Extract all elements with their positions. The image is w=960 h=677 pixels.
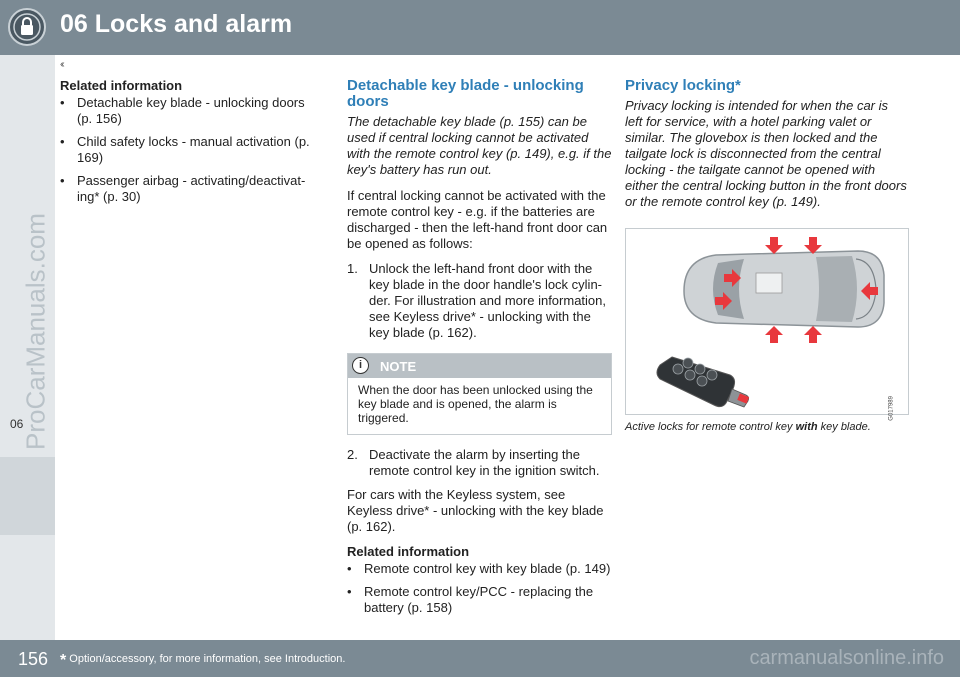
remote-key bbox=[657, 357, 749, 407]
list-item: • Remote control key with key blade (p. 149) bbox=[347, 561, 611, 576]
list-item: • Detachable key blade - unlocking doors (p. 156) bbox=[60, 95, 305, 126]
paragraph: If central locking cannot be activated with the remote control key - e.g. if the batteries are discharged - then the left-hand front door can be opened as follows: bbox=[347, 188, 608, 251]
footer-note: * Option/accessory, for more information, see Introduction. bbox=[60, 652, 346, 669]
page-header bbox=[0, 0, 960, 55]
step-text: Deactivate the alarm by inserting the remote control key in the ignition switch. bbox=[369, 447, 600, 478]
column-right bbox=[625, 78, 907, 434]
page-footer bbox=[0, 640, 960, 677]
list-item: • Child safety locks - manual activation (p. 169) bbox=[60, 134, 310, 165]
related-link[interactable]: Detachable key blade - unlocking doors (p. 156) bbox=[77, 95, 305, 126]
step-item bbox=[347, 447, 612, 479]
note-header bbox=[348, 354, 611, 378]
page-title: 06 Locks and alarm bbox=[60, 10, 293, 38]
section-lead: Privacy locking is intended for when the car is left for service, with a hotel parking valet or similar. The glovebox is then locked and the tailgate lock is disconnected from the central locking - the tailgate cannot be opened with either the central locking button in the front doors or the remote control key (p. 149). bbox=[625, 98, 907, 209]
chapter-number: 06 bbox=[10, 417, 24, 431]
arrow-icon bbox=[765, 326, 783, 343]
related-link[interactable]: Remote control key with key blade (p. 149) bbox=[364, 561, 611, 576]
note-title: NOTE bbox=[380, 359, 417, 374]
list-item: • Passenger airbag - activating/deactivat-ing* (p. 30) bbox=[60, 173, 306, 204]
arrow-icon bbox=[765, 237, 783, 254]
related-info-heading: Related information bbox=[347, 544, 470, 559]
related-link[interactable]: Remote control key/PCC - replacing the battery (p. 158) bbox=[364, 584, 594, 615]
info-icon: i bbox=[352, 357, 369, 374]
lock-icon bbox=[8, 8, 46, 46]
figure-caption: Active locks for remote control key with key blade. bbox=[625, 421, 871, 433]
column-left bbox=[60, 78, 315, 212]
related-link[interactable]: Child safety locks - manual activation (p. 169) bbox=[77, 134, 310, 165]
section-title: Privacy locking* bbox=[625, 77, 741, 94]
section-lead: The detachable key blade (p. 155) can be used if central locking cannot be activated with the remote control key (p. 149), e.g. if the key's battery has run out. bbox=[347, 114, 612, 177]
step-item bbox=[347, 261, 612, 341]
chapter-tab[interactable] bbox=[0, 457, 55, 535]
section-title: Detachable key blade - unlocking doors bbox=[347, 77, 584, 110]
previous-page-icon[interactable]: ‹‹ bbox=[60, 59, 63, 70]
side-watermark: ProCarManuals.com bbox=[20, 213, 51, 450]
list-item: • Remote control key/PCC - replacing the battery (p. 158) bbox=[347, 584, 594, 615]
column-middle bbox=[347, 78, 612, 623]
step-number: 1. bbox=[347, 261, 358, 276]
figure-code: G017989 bbox=[889, 396, 895, 421]
note-body: When the door has been unlocked using the key blade and is opened, the alarm is triggered. bbox=[358, 383, 593, 425]
page-number: 156 bbox=[18, 649, 49, 669]
car-top-view bbox=[684, 251, 884, 327]
paragraph: For cars with the Keyless system, see Keyless drive* - unlocking with the key blade (p. 162). bbox=[347, 487, 604, 534]
note-box bbox=[347, 353, 612, 435]
related-link[interactable]: Passenger airbag - activating/deactivat-ing* (p. 30) bbox=[77, 173, 306, 204]
step-text: Unlock the left-hand front door with the key blade in the door handle's lock cylin-der. For illustration and more information, see Keyless drive* - unlocking with the key blade (p. 162). bbox=[369, 261, 606, 340]
related-info-heading: Related information bbox=[60, 78, 183, 93]
arrow-icon bbox=[804, 326, 822, 343]
car-locks-illustration bbox=[625, 228, 909, 421]
footer-watermark: carmanualsonline.info bbox=[749, 647, 944, 669]
step-number: 2. bbox=[347, 447, 358, 462]
